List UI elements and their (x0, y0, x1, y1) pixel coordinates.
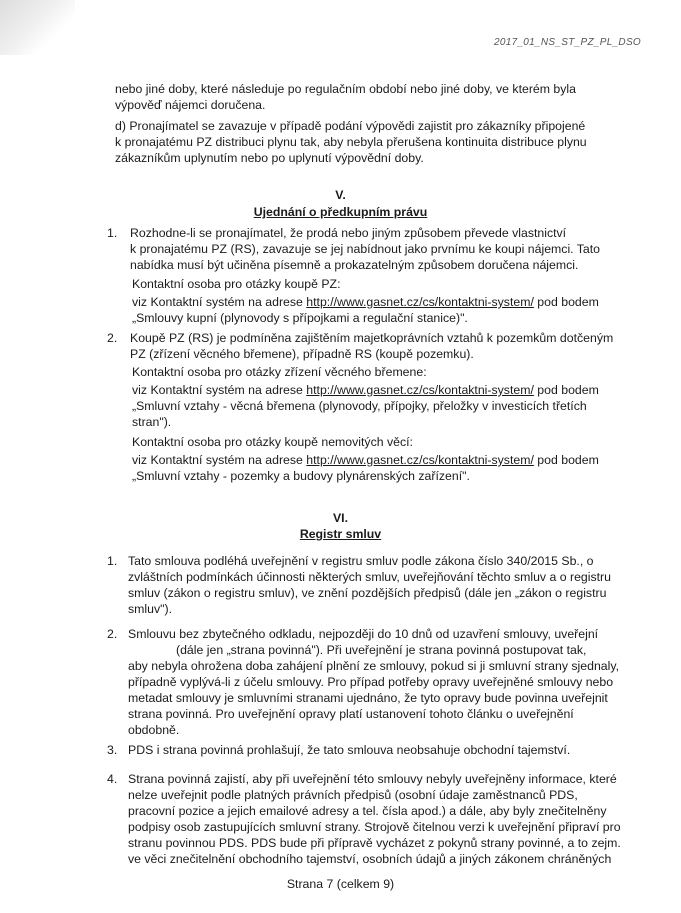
s6-item-3-line-1: PDS i strana povinná prohlašují, že tato smlouva neobsahuje obchodní tajemství. (128, 743, 571, 757)
scan-shadow (0, 0, 75, 55)
s6-item-2-line-2: (dále jen „strana povinná"). Při uveřejnění je strana povinná postupovat tak, (176, 643, 587, 657)
section-5-title: Ujednání o předkupním právu (253, 205, 428, 219)
s6-item-2-line-1: Smlouvu bez zbytečného odkladu, nejpozději do 10 dnů od uzavření smlouvy, uveřejní (128, 627, 599, 641)
kontaktni-system-link[interactable]: http://www.gasnet.cz/cs/kontaktni-system/ (306, 295, 534, 309)
s5-item-1-number: 1. (107, 226, 118, 240)
kontaktni-system-link[interactable]: http://www.gasnet.cz/cs/kontaktni-system/ (306, 383, 534, 397)
s6-item-1-line-4: smluv"). (128, 602, 172, 616)
s6-item-2-line-7: obdobně. (128, 723, 180, 737)
s5-item-2-contact-1-label: Kontaktní osoba pro otázky zřízení věcného břemene: (132, 365, 427, 379)
s5-item-2-contact-1-topic: „Smluvní vztahy - věcná břemena (plynovody, přípojky, přeložky v investicích třetích (132, 399, 587, 413)
s5-item-2-contact-2-line: viz Kontaktní systém na adrese http://www.gasnet.cz/cs/kontaktni-system/ pod bodem (132, 453, 599, 467)
s6-item-2-line-5: metadat smlouvy je smluvními stranami ujednáno, že tyto opravy bude povinna uveřejnit (128, 691, 608, 705)
kontaktni-system-link[interactable]: http://www.gasnet.cz/cs/kontaktni-system/ (306, 453, 534, 467)
s6-item-2-line-4: případně vyplývá-li z účelu smlouvy. Pro případ potřeby opravy uveřejněné smlouvy nebo (128, 675, 614, 689)
s6-item-4-line-2: nelze uveřejnit podle platných právních předpisů (osobní údaje zaměstnanců PDS, (128, 788, 578, 802)
s5-item-2-number: 2. (107, 331, 118, 345)
s5-item-1-contact-line: viz Kontaktní systém na adrese http://www.gasnet.cz/cs/kontaktni-system/ pod bodem (132, 295, 599, 309)
s6-item-4-line-6: ve věci znečitelnění obchodního tajemství, osobních údajů a jiných zákonem chráněných (128, 852, 612, 866)
s5-item-1-line-3: nabídka musí být učiněna písemně a prokazatelným způsobem doručena nájemci. (130, 258, 579, 272)
s5-item-2-line-2: PZ (zřízení věcného břemene), případně RS (koupě pozemku). (130, 347, 474, 361)
s5-item-2-line-1: Koupě PZ (RS) je podmíněna zajištěním majetkoprávních vztahů k pozemkům dotčeným (130, 331, 614, 345)
s5-item-1-line-2: k pronajatému PZ (RS), zavazuje se jej nabídnout jako prvnímu ke koupi nájemci. Tato (130, 242, 601, 256)
s6-item-1-line-2: zvláštních podmínkách účinnosti některých smluv, uveřejňování těchto smluv a o registru (128, 570, 611, 584)
s6-item-3-number: 3. (107, 743, 118, 757)
s5-item-1-line-1: Rozhodne-li se pronajímatel, že prodá nebo jiným způsobem převede vlastnictví (130, 226, 567, 240)
s6-item-2-number: 2. (107, 627, 118, 641)
s6-item-1-number: 1. (107, 554, 118, 568)
s5-item-2-contact-1-line: viz Kontaktní systém na adrese http://www.gasnet.cz/cs/kontaktni-system/ pod bodem (132, 383, 599, 397)
s5-item-2-contact-2-label: Kontaktní osoba pro otázky koupě nemovitých věcí: (132, 435, 413, 449)
s6-item-4-line-1: Strana povinná zajistí, aby při uveřejnění této smlouvy nebyly uveřejněny informace, které (128, 772, 617, 786)
section-5-number: V. (335, 188, 346, 202)
intro-line-2: výpověď nájemci doručena. (115, 98, 266, 112)
section-6-number: VI. (332, 511, 349, 525)
s6-item-4-line-5: stranu povinnou PDS. PDS bude při přípravě vycházet z pokynů strany povinné, a to zejm. (128, 836, 621, 850)
s6-item-4-number: 4. (107, 772, 118, 786)
page-number: Strana 7 (celkem 9) (286, 877, 395, 891)
s6-item-1-line-3: smluv (zákon o registru smluv), ve znění pozdějších předpisů (dále jen „zákon o registru (128, 586, 607, 600)
clause-d-line-3: zákazníkům uplynutím nebo po uplynutí výpovědní doby. (115, 151, 424, 165)
s6-item-2-line-6: strana povinná. Pro uveřejnění opravy platí ustanovení tohoto článku o uveřejnění (128, 707, 574, 721)
s5-item-2-contact-1-topic-cont: stran"). (132, 415, 172, 429)
section-6-title: Registr smluv (299, 527, 382, 541)
document-code: 2017_01_NS_ST_PZ_PL_DSO (494, 37, 641, 48)
s6-item-4-line-3: pracovní pozice a jejich emailové adresy a tel. čísla apod.) a dále, aby byly znečitelněny (128, 804, 607, 818)
s5-item-2-contact-2-topic: „Smluvní vztahy - pozemky a budovy plynárenských zařízení". (132, 469, 470, 483)
s6-item-1-line-1: Tato smlouva podléhá uveřejnění v registru smluv podle zákona číslo 340/2015 Sb., o (128, 554, 594, 568)
s5-item-1-contact-label: Kontaktní osoba pro otázky koupě PZ: (132, 277, 341, 291)
clause-d-line-2: k pronajatému PZ distribuci plynu tak, aby nebyla přerušena kontinuita distribuce plynu (115, 135, 587, 149)
s5-item-1-contact-topic: „Smlouvy kupní (plynovody s přípojkami a regulační stanice)". (132, 311, 468, 325)
clause-d-line-1: d) Pronajímatel se zavazuje v případě podání výpovědi zajistit pro zákazníky připojené (115, 119, 586, 133)
intro-line-1: nebo jiné doby, které následuje po regulačním období nebo jiné doby, ve kterém byla (115, 82, 576, 96)
s6-item-4-line-4: podpisy osob zastupujících smluvní strany. Strojově čitelnou verzi k uveřejnění připraví pro (128, 820, 621, 834)
s6-item-2-line-3: aby nebyla ohrožena doba zahájení plnění ze smlouvy, pokud si ji smluvní strany sjednaly, (128, 659, 620, 673)
